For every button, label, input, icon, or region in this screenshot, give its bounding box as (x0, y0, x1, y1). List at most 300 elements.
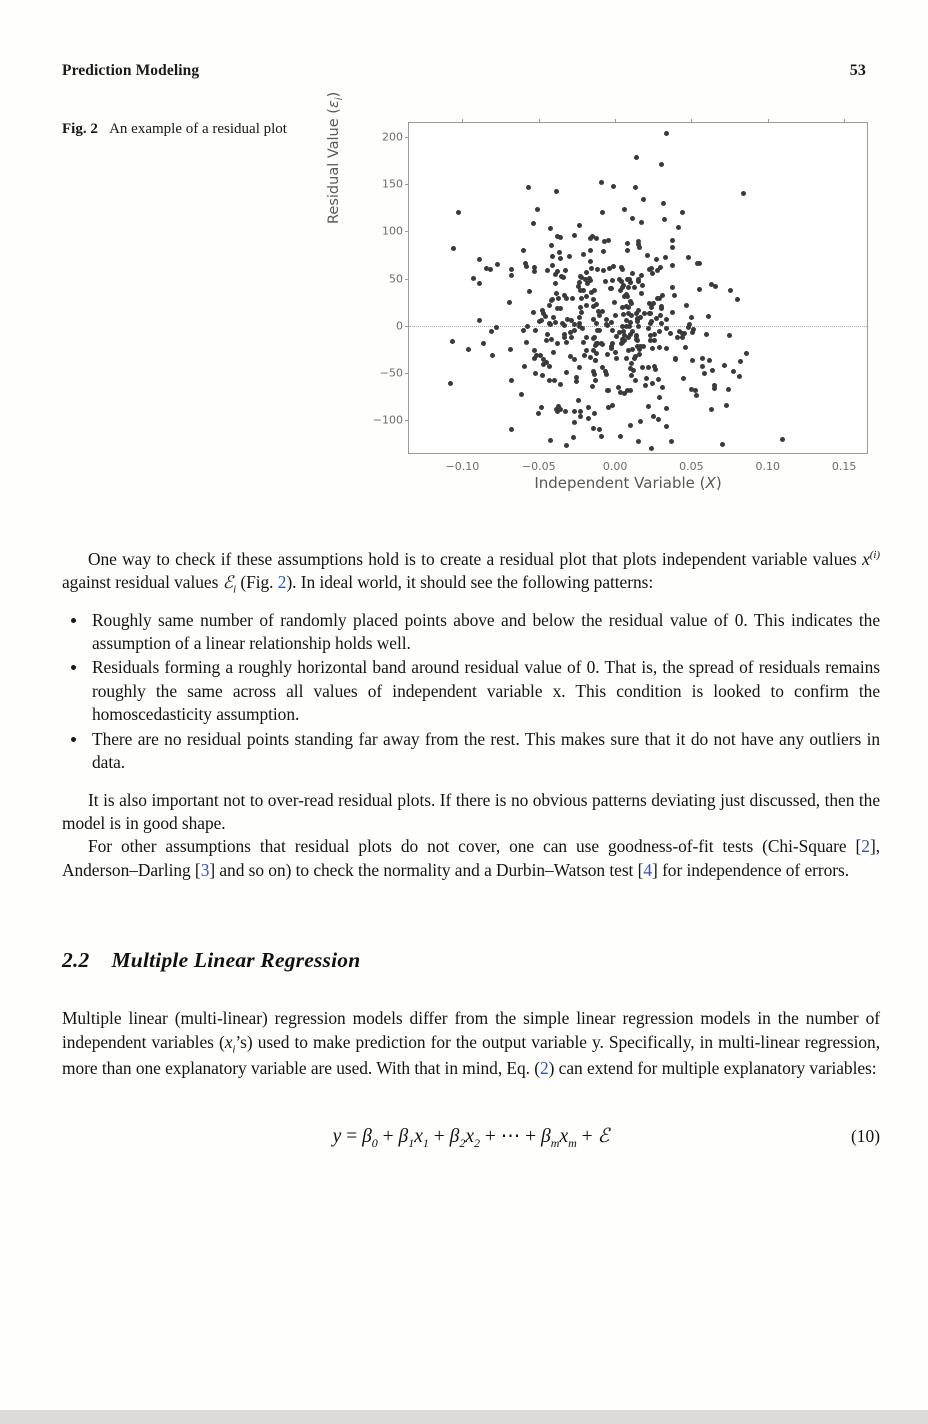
scatter-point (603, 279, 608, 284)
scatter-point (646, 404, 651, 409)
scatter-point (607, 266, 612, 271)
scatter-point (574, 379, 579, 384)
x-tick-mark (691, 119, 692, 123)
y-tick-mark (405, 420, 409, 421)
scatter-point (521, 248, 526, 253)
scatter-point (600, 210, 605, 215)
scatter-point (532, 356, 537, 361)
scatter-point (633, 354, 638, 359)
scatter-point (576, 398, 581, 403)
scatter-point (544, 338, 549, 343)
scatter-point (558, 382, 563, 387)
paragraph-over-read: It is also important not to over-read residual plots. If there is no obvious patterns deviating just discussed, then the model is in good shape. (62, 789, 880, 833)
scatter-point (564, 370, 569, 375)
y-tick-label: −50 (379, 366, 403, 380)
scatter-point (551, 315, 556, 320)
scatter-point (689, 315, 694, 320)
running-head (62, 62, 866, 80)
y-tick-mark (405, 184, 409, 185)
y-tick-mark (405, 279, 409, 280)
scatter-point (641, 197, 646, 202)
scatter-point (647, 311, 652, 316)
scatter-point (584, 294, 589, 299)
figure-2-block (62, 91, 878, 512)
scatter-point (488, 267, 493, 272)
scatter-point (551, 350, 556, 355)
scatter-point (490, 353, 495, 358)
scatter-point (686, 255, 691, 260)
page-edge (0, 1410, 928, 1424)
scatter-point (531, 310, 536, 315)
scatter-point (650, 346, 655, 351)
scatter-point (564, 340, 569, 345)
scatter-point (735, 297, 740, 302)
scatter-point (582, 353, 587, 358)
scatter-point (616, 385, 621, 390)
scatter-point (606, 405, 611, 410)
scatter-point (613, 350, 618, 355)
scatter-point (636, 439, 641, 444)
scatter-point (664, 317, 669, 322)
scatter-point (641, 344, 646, 349)
scatter-point (646, 326, 651, 331)
list-item (62, 728, 880, 775)
scatter-point (644, 376, 649, 381)
scatter-point (599, 180, 604, 185)
scatter-point (741, 191, 746, 196)
bullet-icon (71, 737, 76, 742)
scatter-point (588, 259, 593, 264)
scatter-point (579, 310, 584, 315)
scatter-point (640, 365, 645, 370)
scatter-point (477, 318, 482, 323)
scatter-point (509, 267, 514, 272)
scatter-point (557, 250, 562, 255)
scatter-point (649, 446, 654, 451)
scatter-point (545, 268, 550, 273)
paragraph-multiple-linear: Multiple linear (multi-linear) regression models differ from the simple linear regression models in the number of independent variables $(x_i’s)$ used to make prediction for the output variable y. Specifically, in multi-linear regression, more than one explanatory variable are used. With that in mind, Eq. (2) can extend for multiple explanatory variables: (62, 1008, 880, 1078)
scatter-point (622, 207, 627, 212)
scatter-point (620, 267, 625, 272)
residual-plot (326, 91, 890, 512)
scatter-point (619, 279, 624, 284)
scatter-point (727, 333, 732, 338)
scatter-point (676, 225, 681, 230)
scatter-point (637, 245, 642, 250)
scatter-point (672, 293, 677, 298)
scatter-point (523, 261, 528, 266)
scatter-point (592, 335, 597, 340)
scatter-point (632, 285, 637, 290)
scatter-point (576, 284, 581, 289)
scatter-point (673, 357, 678, 362)
scatter-point (593, 378, 598, 383)
scatter-point (697, 287, 702, 292)
scatter-point (662, 217, 667, 222)
scatter-point (578, 409, 583, 414)
scatter-point (650, 271, 655, 276)
scatter-point (744, 351, 749, 356)
scatter-point (571, 435, 576, 440)
scatter-point (589, 266, 594, 271)
scatter-point (448, 381, 453, 386)
scatter-point (639, 273, 644, 278)
equation-10 (62, 1124, 880, 1164)
y-tick-label: 50 (389, 272, 403, 286)
scatter-point (668, 331, 673, 336)
scatter-point (737, 374, 742, 379)
citation-ref-2[interactable]: 2 (861, 836, 870, 857)
scatter-point (554, 291, 559, 296)
scatter-point (495, 262, 500, 267)
x-tick-mark (768, 119, 769, 123)
scatter-point (731, 369, 736, 374)
scatter-point (489, 329, 494, 334)
scatter-point (562, 335, 567, 340)
scatter-point (700, 356, 705, 361)
scatter-point (554, 189, 559, 194)
scatter-point (664, 326, 669, 331)
scatter-point (625, 248, 630, 253)
scatter-point (626, 335, 631, 340)
scatter-point (577, 315, 582, 320)
scatter-point (670, 310, 675, 315)
scatter-point (640, 283, 645, 288)
section-heading (62, 948, 880, 973)
scatter-point (656, 417, 661, 422)
scatter-point (559, 274, 564, 279)
scatter-point (539, 318, 544, 323)
scatter-point (645, 253, 650, 258)
scatter-point (536, 411, 541, 416)
scatter-point (681, 376, 686, 381)
x-tick-label: 0.05 (679, 460, 704, 473)
x-tick-label: 0.00 (602, 460, 628, 473)
scatter-point (657, 329, 662, 334)
scatter-point (659, 162, 664, 167)
scatter-point (630, 216, 635, 221)
scatter-point (556, 296, 561, 301)
scatter-point (664, 346, 669, 351)
scatter-point (620, 337, 625, 342)
scatter-point (707, 358, 712, 363)
scatter-point (580, 326, 585, 331)
scatter-point (508, 347, 513, 352)
scatter-point (680, 210, 685, 215)
spacer (62, 776, 880, 789)
x-tick-label: 0.10 (755, 460, 781, 473)
scatter-point (563, 409, 568, 414)
scatter-point (549, 337, 554, 342)
scatter-point (601, 268, 606, 273)
scatter-point (572, 328, 577, 333)
y-tick-label: 100 (382, 224, 403, 238)
scatter-point (702, 371, 707, 376)
scatter-point (618, 288, 623, 293)
scatter-point (581, 252, 586, 257)
scatter-point (590, 384, 595, 389)
scatter-point (657, 345, 662, 350)
plot-outer (326, 91, 890, 512)
scatter-point (629, 301, 634, 306)
scatter-point (563, 268, 568, 273)
scatter-point (664, 131, 669, 136)
scatter-point (683, 345, 688, 350)
scatter-point (636, 324, 641, 329)
running-head-title: Prediction Modeling (62, 62, 200, 79)
scatter-point (617, 330, 622, 335)
scatter-point (709, 407, 714, 412)
scatter-point (661, 201, 666, 206)
scatter-point (572, 357, 577, 362)
scatter-point (621, 312, 626, 317)
scatter-point (521, 328, 526, 333)
scatter-point (456, 210, 461, 215)
scatter-point (619, 341, 624, 346)
scatter-point (608, 286, 613, 291)
scatter-point (553, 320, 558, 325)
scatter-point (704, 332, 709, 337)
list-item (62, 656, 880, 726)
scatter-point (654, 257, 659, 262)
x-tick-mark (844, 119, 845, 123)
scatter-point (578, 414, 583, 419)
figure-cross-ref[interactable]: 2 (277, 572, 287, 593)
scatter-point (564, 443, 569, 448)
x-tick-mark (615, 119, 616, 123)
scatter-point (650, 381, 655, 386)
scatter-point (612, 300, 617, 305)
scatter-point (539, 405, 544, 410)
x-tick-label: −0.05 (521, 460, 556, 473)
scatter-point (663, 255, 668, 260)
scatter-point (610, 328, 615, 333)
scatter-point (553, 281, 558, 286)
scatter-point (652, 332, 657, 337)
scatter-point (722, 363, 727, 368)
figure-label: Fig. 2 (62, 121, 98, 137)
scatter-point (540, 373, 545, 378)
scatter-point (670, 263, 675, 268)
scatter-point (524, 340, 529, 345)
scatter-point (552, 378, 557, 383)
scatter-point (579, 296, 584, 301)
scatter-point (555, 341, 560, 346)
scatter-point (605, 352, 610, 357)
scatter-point (694, 393, 699, 398)
scatter-point (691, 327, 696, 332)
x-tick-mark (462, 119, 463, 123)
scatter-point (601, 249, 606, 254)
scatter-point (639, 220, 644, 225)
scatter-point (591, 426, 596, 431)
scatter-point (519, 392, 524, 397)
scatter-point (572, 420, 577, 425)
scatter-point (626, 285, 631, 290)
scatter-point (697, 261, 702, 266)
spacer (62, 882, 880, 948)
section-number: 2.2 (62, 948, 90, 973)
scatter-point (646, 365, 651, 370)
scatter-point (547, 303, 552, 308)
scatter-point (614, 356, 619, 361)
scatter-point (652, 338, 657, 343)
scatter-point (509, 378, 514, 383)
scatter-point (597, 427, 602, 432)
equation-number: (10) (851, 1126, 880, 1147)
scatter-point (509, 273, 514, 278)
scatter-point (670, 238, 675, 243)
scatter-point (610, 278, 615, 283)
list-item-text: Residuals forming a roughly horizontal band around residual value of 0. That is, the spread of residuals remains roughly the same across all values of independent variable x. This condition is looked to confirm the homoscedasticity assumption. (92, 657, 880, 725)
scatter-point (586, 416, 591, 421)
x-tick-label: 0.15 (831, 460, 857, 473)
figure-caption (62, 120, 292, 140)
scatter-point (553, 272, 558, 277)
scatter-point (629, 361, 634, 366)
scatter-point (720, 442, 725, 447)
scatter-point (622, 391, 627, 396)
scatter-point (577, 223, 582, 228)
scatter-point (540, 308, 545, 313)
scatter-point (543, 314, 548, 319)
scatter-point (526, 185, 531, 190)
scatter-point (653, 367, 658, 372)
scatter-point (572, 233, 577, 238)
scatter-point (541, 362, 546, 367)
scatter-point (628, 423, 633, 428)
scatter-point (638, 419, 643, 424)
scatter-point (577, 365, 582, 370)
scatter-point (450, 339, 455, 344)
scatter-point (670, 245, 675, 250)
scatter-point (660, 385, 665, 390)
scatter-point (590, 234, 595, 239)
scatter-point (572, 409, 577, 414)
scatter-point (620, 324, 625, 329)
scatter-point (635, 338, 640, 343)
scatter-point (466, 347, 471, 352)
x-axis-label: Independent Variable (X) (534, 474, 722, 492)
bullet-icon (71, 618, 76, 623)
scatter-point (639, 291, 644, 296)
scatter-point (494, 325, 499, 330)
y-tick-label: 200 (382, 130, 403, 144)
scatter-point (531, 221, 536, 226)
scatter-point (613, 313, 618, 318)
scatter-point (592, 372, 597, 377)
scatter-point (700, 364, 705, 369)
page-number: 53 (849, 62, 866, 79)
equation-body: $y = \beta_0 + \beta_1x_1 + \beta_2x_2$ + ⋯ + $\beta_mx_m$ + ℰ (332, 1126, 610, 1151)
equation-cross-ref[interactable]: 2 (539, 1057, 549, 1078)
section-title: Multiple Linear Regression (111, 948, 361, 973)
scatter-point (658, 313, 663, 318)
scatter-point (738, 359, 743, 364)
scatter-point (675, 335, 680, 340)
scatter-point (586, 405, 591, 410)
scatter-point (609, 320, 614, 325)
scatter-point (664, 406, 669, 411)
scatter-point (633, 185, 638, 190)
y-tick-label: −100 (372, 413, 403, 427)
list-item-text: Roughly same number of randomly placed points above and below the residual value of 0. This indicates the assumption of a linear relationship holds well. (92, 609, 880, 654)
scatter-point (525, 324, 530, 329)
scatter-point (593, 358, 598, 363)
scatter-point (569, 335, 574, 340)
scatter-point (533, 328, 538, 333)
scatter-point (625, 241, 630, 246)
y-tick-label: 0 (396, 319, 403, 333)
citation-ref-4[interactable]: 4 (643, 859, 653, 880)
scatter-point (684, 303, 689, 308)
scatter-point (728, 288, 733, 293)
scatter-point (481, 341, 486, 346)
scatter-point (713, 284, 718, 289)
scatter-point (584, 303, 589, 308)
scatter-point (624, 356, 629, 361)
scatter-point (471, 276, 476, 281)
scatter-point (594, 351, 599, 356)
scatter-point (656, 377, 661, 382)
scatter-point (599, 434, 604, 439)
paragraph-intro: One way to check if these assumptions hold is to create a residual plot that plots independent variable values $x^{(i)}$ against residual values ℰ$_i$ (Fig. 2). In ideal world, it should see the following patterns: (62, 549, 880, 596)
scatter-point (618, 434, 623, 439)
y-axis-label: Residual Value $(\varepsilon_i)$ (326, 91, 345, 224)
scatter-point (687, 322, 692, 327)
scatter-point (594, 302, 599, 307)
spacer (62, 973, 880, 1007)
scatter-point (591, 297, 596, 302)
scatter-point (550, 263, 555, 268)
scatter-point (664, 424, 669, 429)
citation-ref-3[interactable]: 3 (200, 859, 210, 880)
scatter-point (669, 439, 674, 444)
scatter-point (726, 387, 731, 392)
scatter-point (634, 155, 639, 160)
scatter-point (535, 207, 540, 212)
scatter-point (549, 243, 554, 248)
scatter-point (477, 257, 482, 262)
scatter-point (451, 246, 456, 251)
scatter-point (509, 427, 514, 432)
scatter-point (690, 358, 695, 363)
scatter-point (610, 341, 615, 346)
scatter-point (570, 296, 575, 301)
scatter-point (604, 322, 609, 327)
scatter-point (630, 271, 635, 276)
x-tick-label: −0.10 (445, 460, 480, 473)
y-tick-mark (405, 137, 409, 138)
scatter-point (548, 438, 553, 443)
scatter-point (633, 378, 638, 383)
list-item-text: There are no residual points standing far away from the rest. This makes sure that it do not have any outliers in data. (92, 728, 880, 773)
scatter-point (604, 317, 609, 322)
scatter-point (595, 267, 600, 272)
scatter-point (658, 265, 663, 270)
scatter-point (545, 332, 550, 337)
x-tick-mark (539, 119, 540, 123)
scatter-point (548, 226, 553, 231)
scatter-point (724, 403, 729, 408)
y-tick-mark (405, 373, 409, 374)
scatter-point (522, 364, 527, 369)
scatter-point (620, 305, 625, 310)
scatter-point (547, 364, 552, 369)
scatter-point (507, 300, 512, 305)
y-tick-mark (405, 231, 409, 232)
scatter-point (611, 184, 616, 189)
